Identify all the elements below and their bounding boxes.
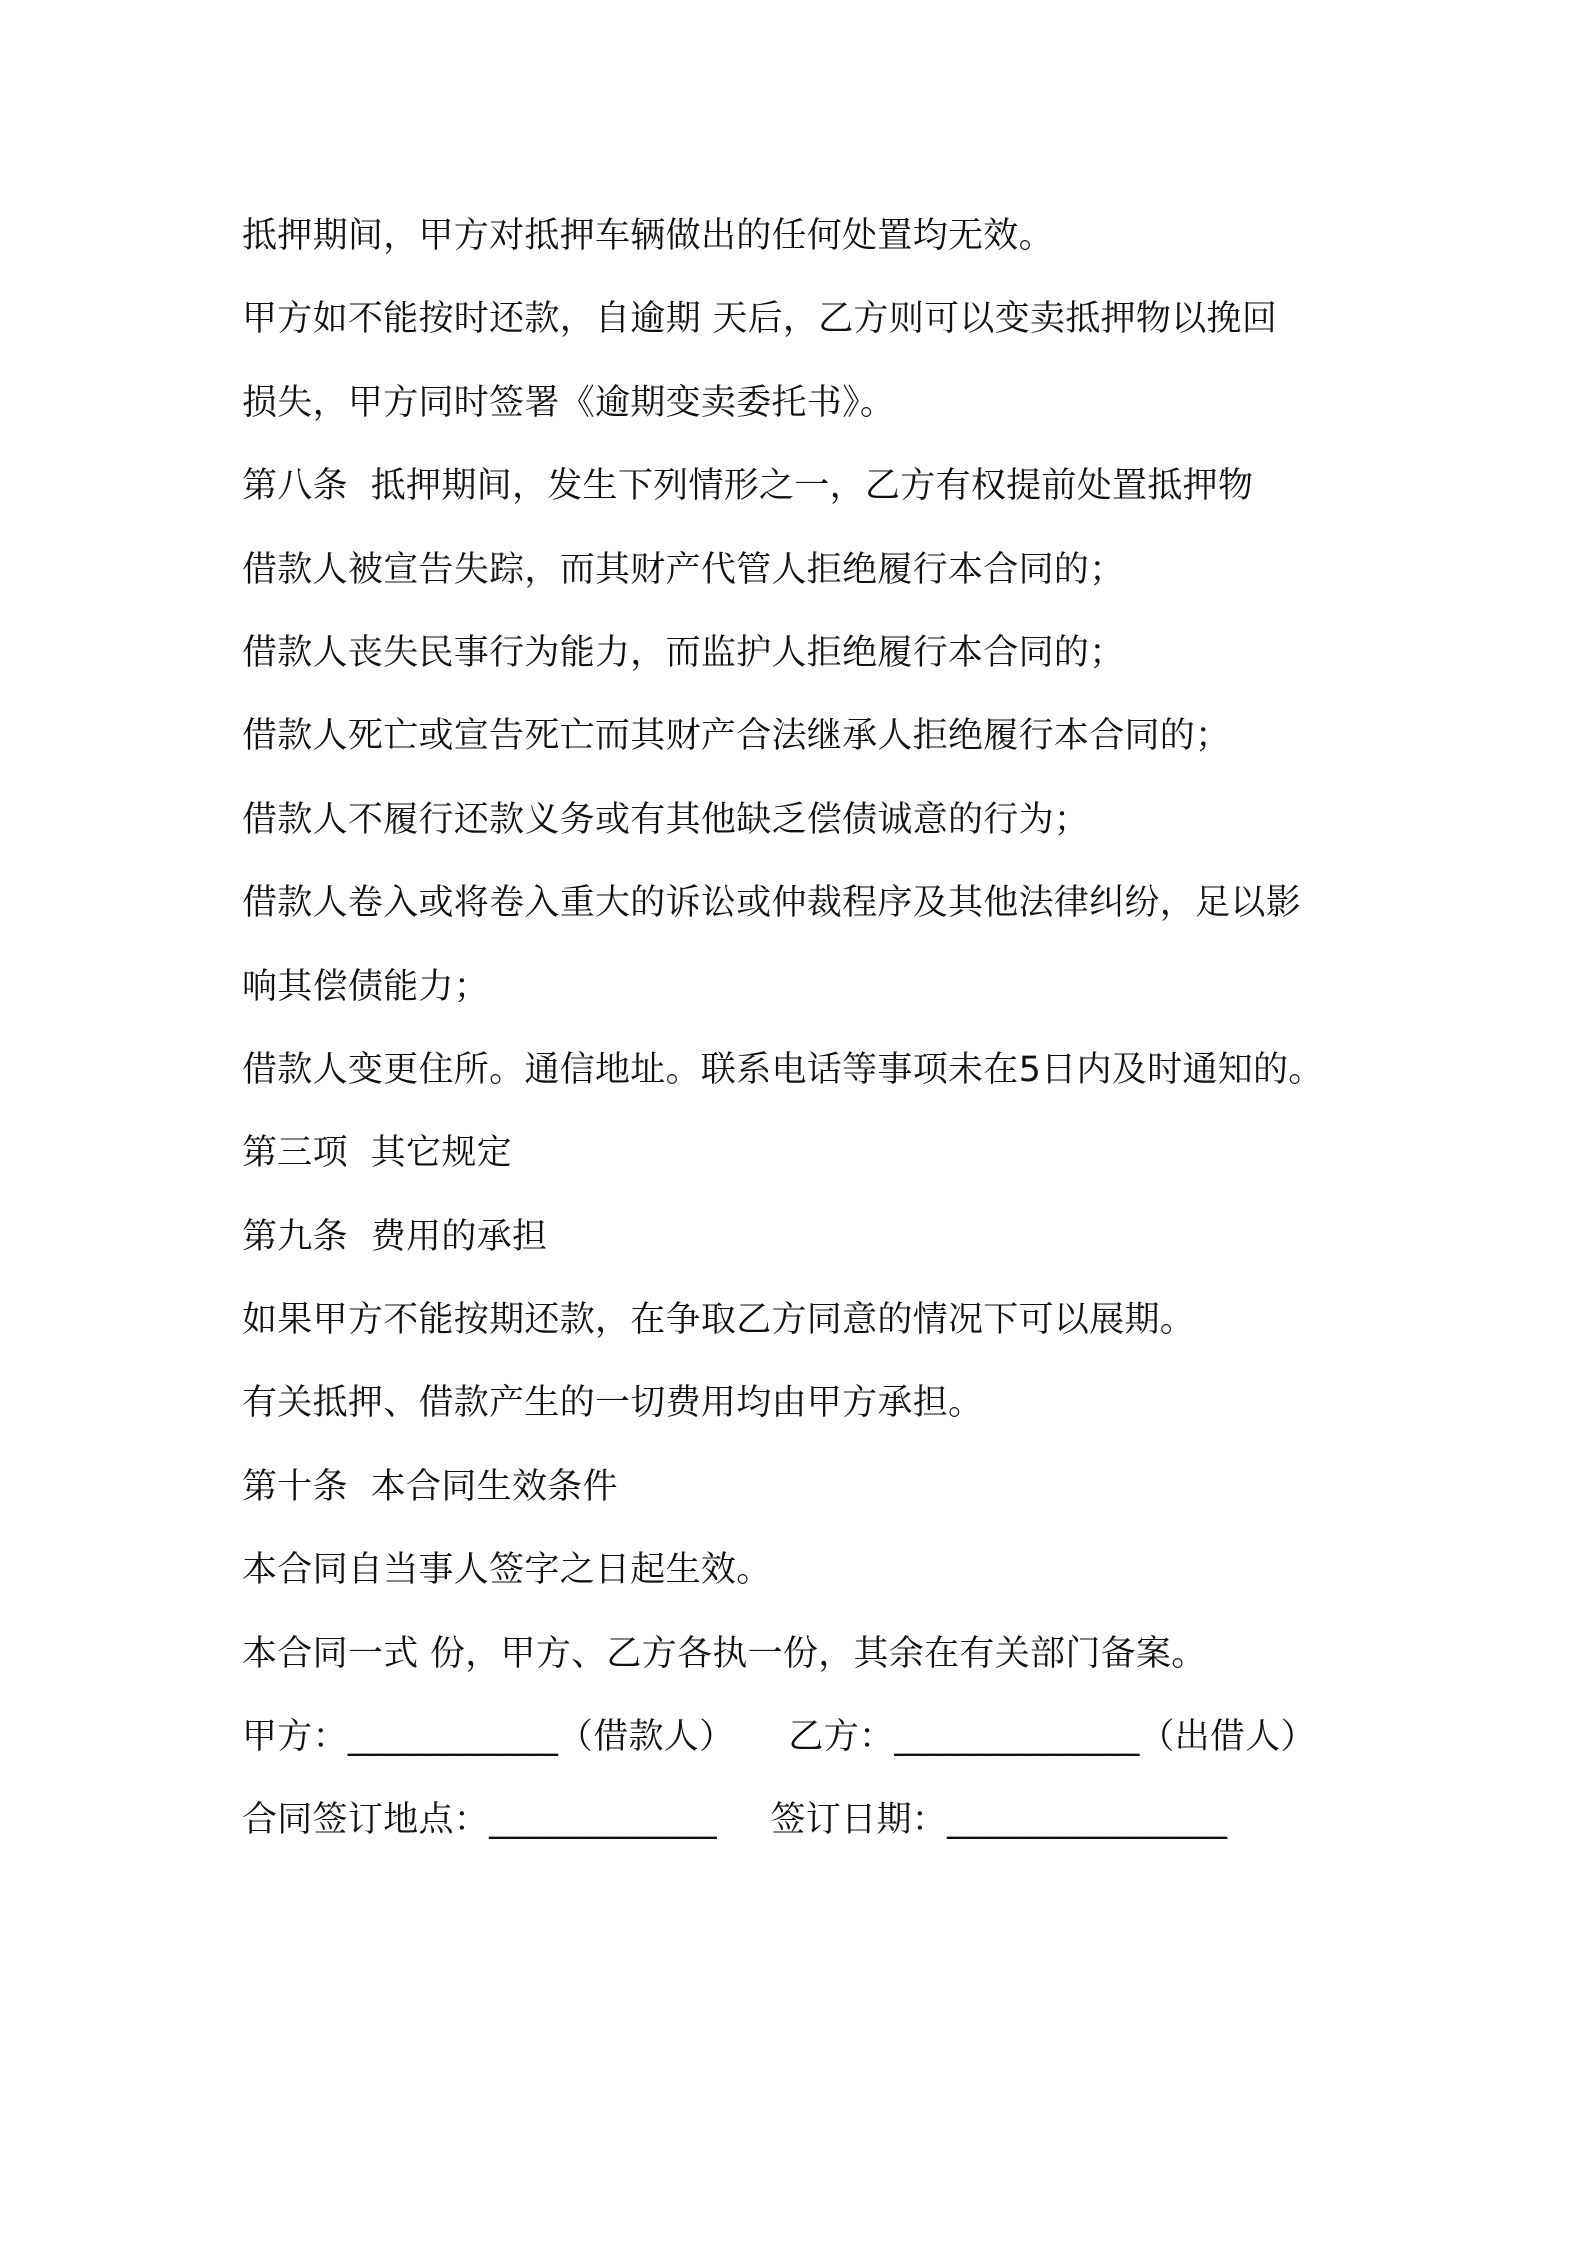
paragraph-line: 借款人死亡或宣告死亡而其财产合法继承人拒绝履行本合同的； [242,716,1231,757]
party-b-label: 乙方： [788,1717,895,1758]
paragraph-line: 甲方如不能按时还款，自逾期 天后，乙方则可以变卖抵押物以挽回 [242,299,1278,340]
date-label: 签订日期： [770,1800,948,1841]
article-heading: 第十条 本合同生效条件 [242,1466,618,1507]
party-b-role: （出借人） [1139,1717,1316,1758]
paragraph-line: 借款人被宣告失踪，而其财产代管人拒绝履行本合同的； [242,549,1125,590]
place-blank: _____________ [489,1800,717,1841]
paragraph-line: 损失，甲方同时签署《逾期变卖委托书》。 [242,382,896,423]
party-a-label: 甲方： [242,1717,348,1758]
paragraph-line: 本合同一式 份，甲方、乙方各执一份，其余在有关部门备案。 [242,1633,1207,1674]
paragraph-line: 本合同自当事人签字之日起生效。 [242,1550,772,1591]
party-a-role: （借款人） [557,1717,735,1758]
paragraph-line: 抵押期间，甲方对抵押车辆做出的任何处置均无效。 [242,216,1054,256]
paragraph-line: 借款人卷入或将卷入重大的诉讼或仲裁程序及其他法律纠纷，足以影 [242,883,1302,924]
section-heading: 第三项 其它规定 [242,1133,512,1174]
paragraph-line: 响其偿债能力； [242,966,490,1007]
article-heading: 第九条 费用的承担 [242,1216,548,1257]
party-b-blank: ______________ [894,1717,1140,1758]
place-label: 合同签订地点： [242,1800,490,1841]
paragraph-line: 有关抵押、借款产生的一切费用均由甲方承担。 [242,1383,984,1424]
article-heading: 第八条 抵押期间，发生下列情形之一，乙方有权提前处置抵押物 [242,466,1254,507]
signature-row-parties [242,1696,1372,1779]
document-body [242,195,1372,1863]
paragraph-line: 借款人丧失民事行为能力，而监护人拒绝履行本合同的； [242,632,1125,673]
paragraph-line: 借款人变更住所。通信地址。联系电话等事项未在5日内及时通知的。 [242,1049,1324,1090]
paragraph-line: 借款人不履行还款义务或有其他缺乏偿债诚意的行为； [242,799,1090,840]
date-blank: ________________ [947,1800,1228,1841]
party-a-blank: ____________ [347,1717,558,1758]
paragraph-line: 如果甲方不能按期还款，在争取乙方同意的情况下可以展期。 [242,1300,1196,1341]
signature-row-place-date [242,1779,1372,1862]
